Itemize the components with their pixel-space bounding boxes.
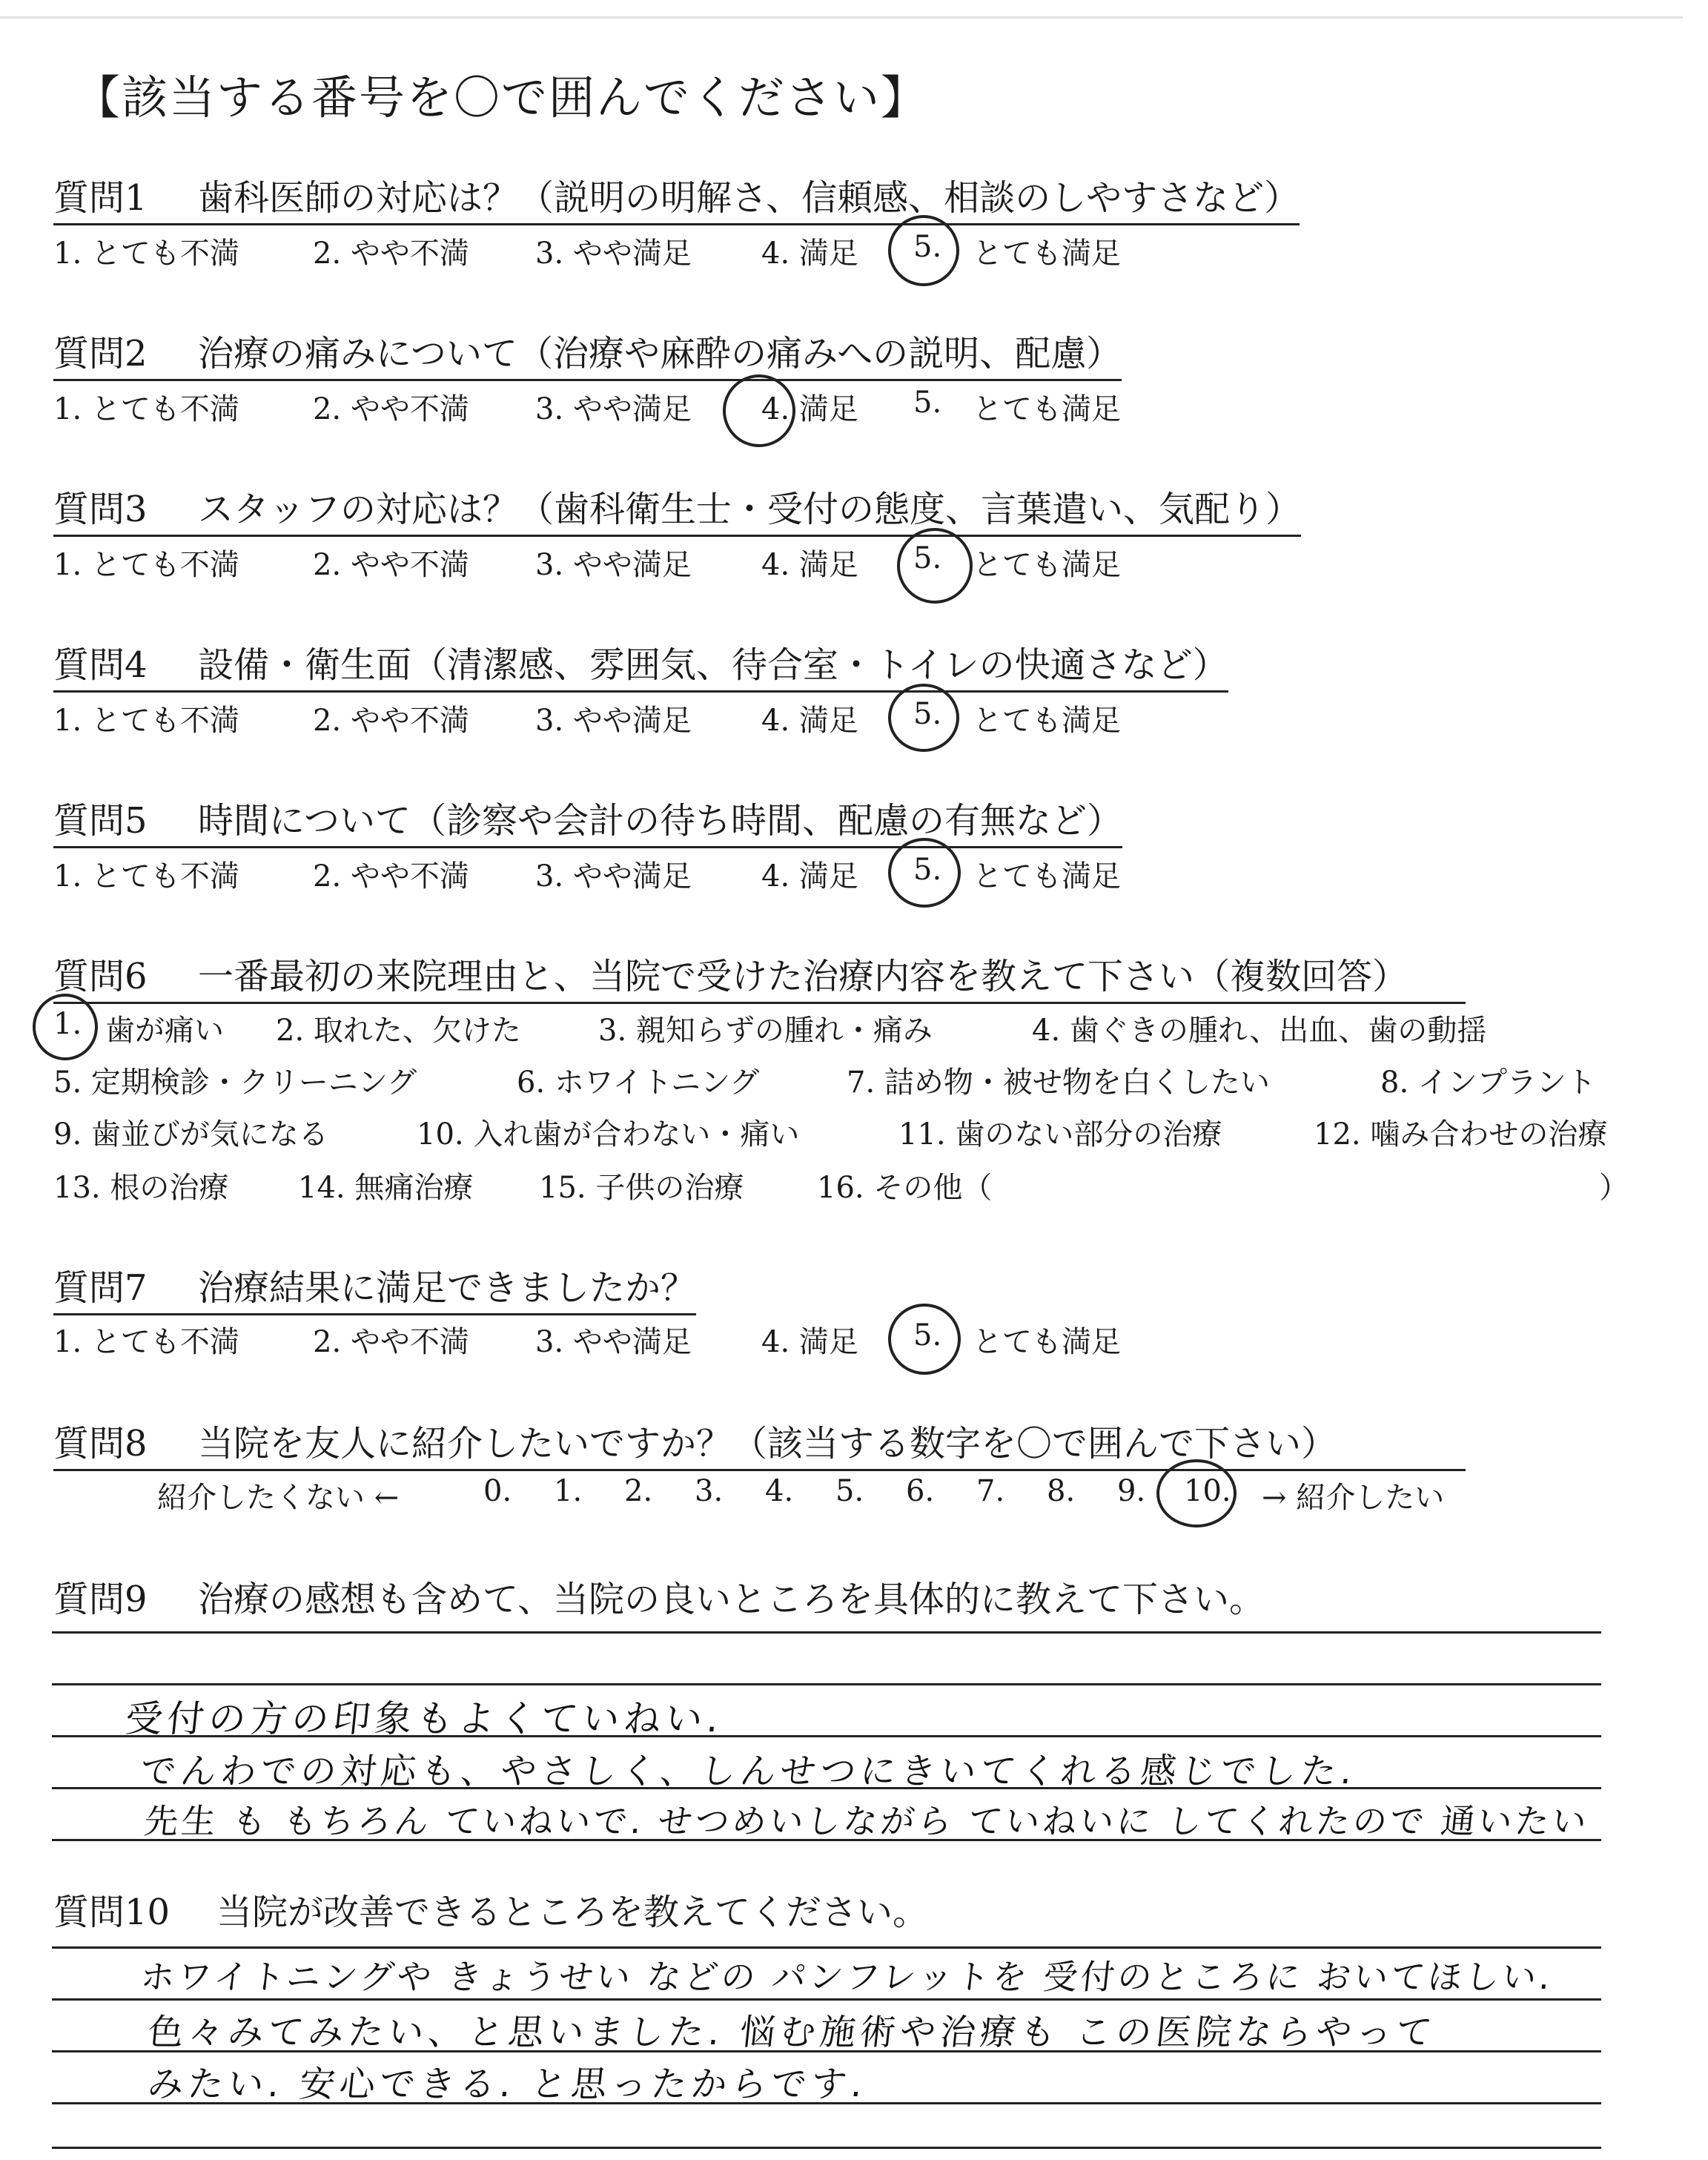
q8-option-4[interactable]: 4. <box>765 1474 794 1508</box>
q8-option-1[interactable]: 1. <box>554 1474 583 1508</box>
option-5[interactable]: 5. <box>913 853 942 887</box>
question-number: 質問8 <box>53 1423 148 1464</box>
option-5[interactable]: 5. <box>913 386 942 420</box>
answer-circle-q4 <box>888 684 959 752</box>
question-text: 歯科医師の対応は？（説明の明解さ、信頼感、相談のしやすさなど） <box>198 177 1300 219</box>
answer-circle-q7 <box>888 1304 961 1375</box>
q6-option-10[interactable]: 10. 入れ歯が合わない・痛い <box>417 1117 800 1152</box>
option-5-label: とても満足 <box>973 704 1121 738</box>
option-1[interactable]: 1. とても不満 <box>53 704 239 738</box>
q6-option-4[interactable]: 4. 歯ぐきの腫れ、出血、歯の動揺 <box>1032 1014 1487 1048</box>
q8-option-5[interactable]: 5. <box>835 1474 864 1508</box>
option-1[interactable]: 1. とても不満 <box>53 237 239 271</box>
q6-option-3[interactable]: 3. 親知らずの腫れ・痛み <box>598 1014 933 1048</box>
option-4[interactable]: 4. 満足 <box>761 392 858 426</box>
q8-left-label: 紹介したくない ← <box>157 1481 400 1515</box>
q6-option-16[interactable]: 16. その他（ <box>817 1171 993 1205</box>
question-8 <box>53 1415 1466 1471</box>
q8-option-0[interactable]: 0. <box>483 1474 512 1508</box>
q6-option-6[interactable]: 6. ホワイトニング <box>517 1066 760 1100</box>
option-1[interactable]: 1. とても不満 <box>53 1325 239 1359</box>
question-text: 一番最初の来院理由と、当院で受けた治療内容を教えて下さい（複数回答） <box>198 956 1409 997</box>
q6-option-13[interactable]: 13. 根の治療 <box>53 1171 229 1205</box>
q10-answer-line-1: ホワイトニングや きょうせい などの パンフレットを 受付のところに おいてほしい. <box>138 1957 1555 1997</box>
option-3[interactable]: 3. やや満足 <box>535 704 692 738</box>
option-3[interactable]: 3. やや満足 <box>535 392 692 426</box>
q6-option-5[interactable]: 5. 定期検診・クリーニング <box>53 1066 417 1100</box>
question-9 <box>53 1571 1265 1625</box>
q6-option-15[interactable]: 15. 子供の治療 <box>539 1171 744 1205</box>
question-text: 当院を友人に紹介したいですか？（該当する数字を〇で囲んで下さい） <box>198 1423 1337 1464</box>
q8-right-label: → 紹介したい <box>1262 1481 1445 1515</box>
q8-option-9[interactable]: 9. <box>1117 1474 1146 1508</box>
option-2[interactable]: 2. やや不満 <box>313 548 469 582</box>
option-1[interactable]: 1. とても不満 <box>53 392 239 426</box>
question-text: 設備・衛生面（清潔感、雰囲気、待合室・トイレの快適さなど） <box>198 644 1228 686</box>
q9-answer-line-1: 受付の方の印象もよくていねい. <box>123 1697 726 1740</box>
option-2[interactable]: 2. やや不満 <box>313 392 469 426</box>
option-3[interactable]: 3. やや満足 <box>535 237 692 271</box>
answer-circle-q6 <box>33 994 98 1060</box>
q6-option-14[interactable]: 14. 無痛治療 <box>298 1171 474 1205</box>
question-number: 質問10 <box>53 1892 171 1933</box>
option-3[interactable]: 3. やや満足 <box>535 548 692 582</box>
question-4 <box>53 636 1228 693</box>
answer-circle-q5 <box>888 838 961 908</box>
q8-option-2[interactable]: 2. <box>624 1474 653 1508</box>
option-5-label: とても満足 <box>973 392 1121 426</box>
q6-option-9[interactable]: 9. 歯並びが気になる <box>53 1117 328 1152</box>
answer-circle-q3 <box>897 528 973 604</box>
option-2[interactable]: 2. やや不満 <box>313 859 469 894</box>
question-number: 質問5 <box>53 800 148 842</box>
q6-option-11[interactable]: 11. 歯のない部分の治療 <box>898 1117 1222 1152</box>
q6-option-8[interactable]: 8. インプラント <box>1380 1066 1596 1100</box>
q8-option-8[interactable]: 8. <box>1047 1474 1076 1508</box>
question-7 <box>53 1259 696 1315</box>
option-5[interactable]: 5. <box>913 230 942 264</box>
option-5-label: とても満足 <box>973 859 1121 894</box>
question-number: 質問3 <box>53 489 148 530</box>
option-2[interactable]: 2. やや不満 <box>313 237 469 271</box>
question-2 <box>53 325 1122 381</box>
q8-option-3[interactable]: 3. <box>695 1474 724 1508</box>
question-text: 時間について（診察や会計の待ち時間、配慮の有無など） <box>198 800 1123 842</box>
question-1 <box>53 169 1300 225</box>
q8-option-10[interactable]: 10. <box>1184 1474 1231 1508</box>
answer-line <box>52 1683 1601 1685</box>
question-5 <box>53 792 1122 848</box>
question-number: 質問7 <box>53 1267 148 1309</box>
option-2[interactable]: 2. やや不満 <box>313 704 469 738</box>
option-4[interactable]: 4. 満足 <box>761 548 858 582</box>
q6-option-7[interactable]: 7. 詰め物・被せ物を白くしたい <box>847 1066 1270 1100</box>
q6-option-1-label: 歯が痛い <box>105 1014 224 1048</box>
q6-option-2[interactable]: 2. 取れた、欠けた <box>276 1014 521 1048</box>
option-1[interactable]: 1. とても不満 <box>53 548 239 582</box>
q9-answer-line-3: 先生 も もちろん ていねいで. せつめいしながら ていねいに してくれたので 通いたい <box>142 1801 1592 1841</box>
option-2[interactable]: 2. やや不満 <box>313 1325 469 1359</box>
option-5[interactable]: 5. <box>913 1318 942 1353</box>
option-4[interactable]: 4. 満足 <box>761 704 858 738</box>
instruction-heading: 【該当する番号を〇で囲んでください】 <box>74 70 929 125</box>
question-text: 治療結果に満足できましたか？ <box>198 1267 697 1309</box>
option-4[interactable]: 4. 満足 <box>761 237 858 271</box>
option-5[interactable]: 5. <box>913 697 942 731</box>
q6-option-12[interactable]: 12. 噛み合わせの治療 <box>1314 1117 1608 1152</box>
answer-circle-q8 <box>1156 1459 1237 1527</box>
option-3[interactable]: 3. やや満足 <box>535 1325 692 1359</box>
question-3 <box>53 480 1301 537</box>
option-5-label: とても満足 <box>973 237 1121 271</box>
question-text: 治療の痛みについて（治療や麻酔の痛みへの説明、配慮） <box>198 333 1122 374</box>
q10-answer-line-2: 色々みてみたい、と思いました. 悩む施術や治療も この医院ならやって <box>145 2012 1439 2053</box>
q10-answer-line-3: みたい. 安心できる. と思ったからです. <box>145 2064 870 2105</box>
option-1[interactable]: 1. とても不満 <box>53 859 239 894</box>
question-number: 質問9 <box>53 1579 148 1620</box>
option-5[interactable]: 5. <box>913 541 942 575</box>
question-text: 治療の感想も含めて、当院の良いところを具体的に教えて下さい。 <box>198 1579 1265 1620</box>
question-6 <box>53 948 1466 1004</box>
answer-line <box>52 1946 1601 1949</box>
option-4[interactable]: 4. 満足 <box>761 859 858 894</box>
option-5-label: とても満足 <box>973 1325 1121 1359</box>
q8-option-7[interactable]: 7. <box>976 1474 1005 1508</box>
q9-answer-line-2: でんわでの対応も、やさしく、しんせつにきいてくれる感じでした. <box>138 1751 1359 1792</box>
question-number: 質問6 <box>53 956 148 997</box>
q8-option-6[interactable]: 6. <box>906 1474 935 1508</box>
q6-option-1-number[interactable]: 1. <box>53 1007 82 1041</box>
question-number: 質問4 <box>53 644 148 686</box>
option-3[interactable]: 3. やや満足 <box>535 859 692 894</box>
option-5-label: とても満足 <box>973 548 1121 582</box>
question-number: 質問2 <box>53 333 148 374</box>
question-10 <box>53 1883 928 1938</box>
question-text: スタッフの対応は？（歯科衛生士・受付の態度、言葉遣い、気配り） <box>198 489 1302 530</box>
question-text: 当院が改善できるところを教えてください。 <box>216 1892 929 1933</box>
answer-line <box>52 2147 1601 2149</box>
question-number: 質問1 <box>53 177 148 219</box>
option-4[interactable]: 4. 満足 <box>761 1325 858 1359</box>
answer-circle-q1 <box>888 215 959 286</box>
answer-line <box>52 1631 1601 1634</box>
answer-circle-q2 <box>723 374 795 447</box>
q6-option-16-close: ） <box>1599 1171 1629 1205</box>
top-border <box>0 16 1683 19</box>
